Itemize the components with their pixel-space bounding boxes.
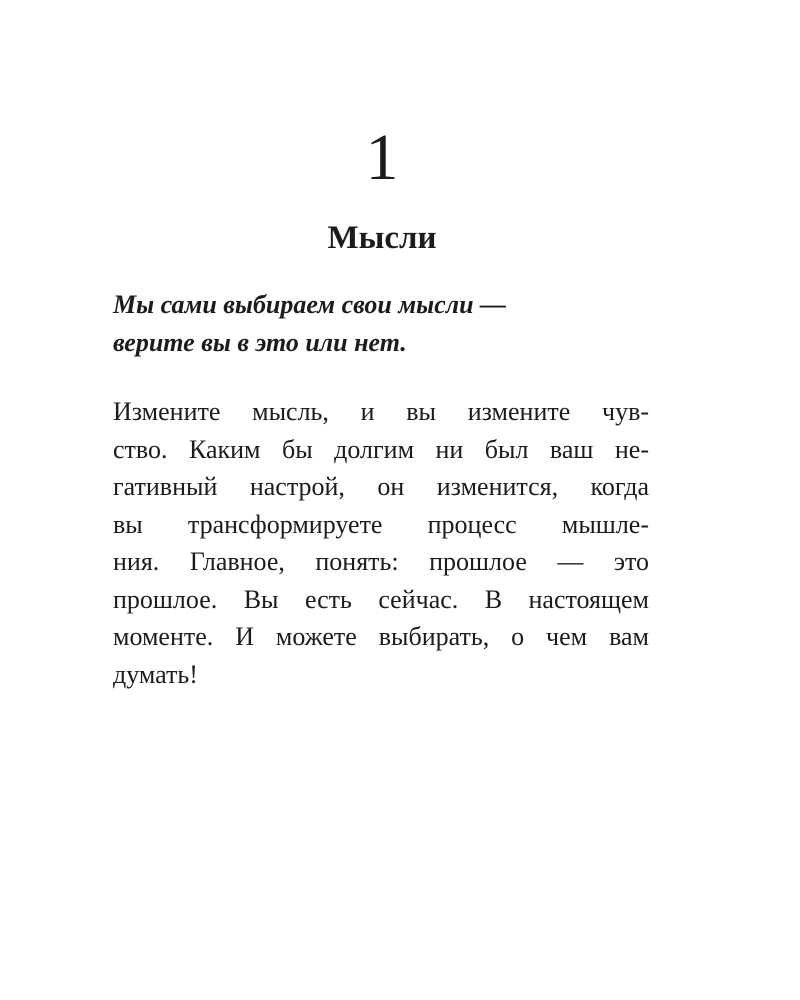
epigraph-line: Мы сами выбираем свои мысли — [113,290,507,319]
paragraph-line: вы трансформируете процесс мышле- [113,509,649,539]
paragraph-line: ство. Каким бы долгим ни был ваш не- [113,434,649,464]
paragraph-line: ния. Главное, понять: прошлое — это [113,547,649,576]
body-paragraph [113,393,649,693]
epigraph [113,286,673,362]
paragraph-line: прошлое. Вы есть сейчас. В настоящем [113,584,649,614]
paragraph-line: Измените мысль, и вы измените чув- [113,397,649,426]
paragraph-line: гативный настрой, он изменится, когда [113,472,649,501]
epigraph-line: верите вы в это или нет. [113,328,407,357]
paragraph-line: моменте. И можете выбирать, о чем вам [113,622,649,651]
chapter-number: 1 [365,121,399,194]
paragraph-line: думать! [113,659,198,689]
chapter-title: Мысли [327,220,437,256]
